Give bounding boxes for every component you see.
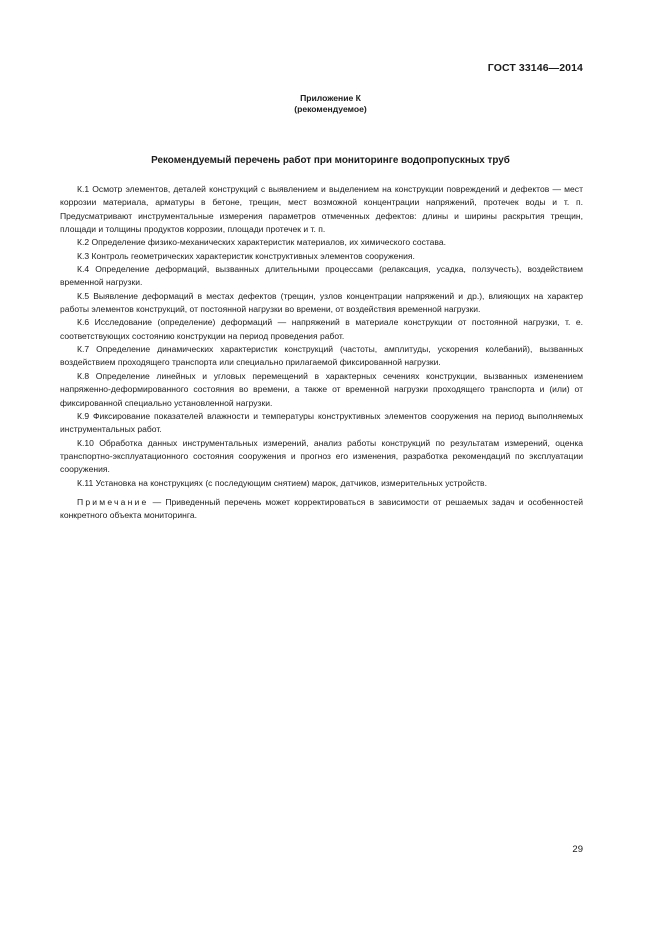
note-text: — Приведенный перечень может корректироваться в зависимости от решаемых задач и особенностей конкретного объекта мониторинга. — [60, 496, 583, 521]
appendix-subtitle: (рекомендуемое) — [294, 104, 367, 114]
list-item: К.9 Фиксирование показателей влажности и температуры конструктивных элементов сооружения на период выполняемых инструментальных работ. — [60, 410, 583, 435]
note — [60, 496, 583, 523]
section-title: Рекомендуемый перечень работ при мониторинге водопропускных труб — [151, 155, 510, 166]
appendix-title: Приложение К — [300, 93, 361, 103]
list-item: К.2 Определение физико-механических характеристик материалов, их химического состава. — [77, 237, 446, 248]
list-item: К.1 Осмотр элементов, деталей конструкций с выявлением и выделением на конструкции повреждений и дефектов — мест коррозии материала, арматуры в бетоне, трещин, мест возможной концентрации напряжений, протечек воды и т. п. Предусматривают инструментальные измерения параметров отмеченных дефектов: длины и ширины раскрытия трещин, площади и толщины продуктов коррозии, площади протечек и т. п. — [60, 184, 583, 235]
list-item: К.4 Определение деформаций, вызванных длительными процессами (релаксация, усадка, ползучесть), воздействием временной нагрузки. — [60, 264, 583, 288]
list-item: К.5 Выявление деформаций в местах дефектов (трещин, узлов концентрации напряжений и др.), влияющих на характер работы элементов конструкций, от постоянной нагрузки во времени, от воздействия временной нагрузки. — [60, 290, 583, 315]
list-item: К.8 Определение линейных и угловых перемещений в характерных сечениях конструкции, вызванных изменением напряженно-деформированного состояния во времени, а также от временной нагрузки проходящего транспорта и (или) от фиксированной специально установленной нагрузки. — [60, 370, 583, 408]
body-text — [60, 183, 583, 523]
document-code: ГОСТ 33146—2014 — [487, 62, 583, 74]
list-item: К.6 Исследование (определение) деформаций — напряжений в материале конструкции от постоянной нагрузки, т. е. соответствующих состоянию конструкции на период проведения работ. — [60, 317, 583, 341]
appendix-heading — [0, 93, 661, 115]
list-item: К.3 Контроль геометрических характеристик конструктивных элементов сооружения. — [77, 250, 415, 261]
note-label: Примечание — [77, 496, 149, 507]
list-item: К.11 Установка на конструкциях (с последующим снятием) марок, датчиков, измерительных устройств. — [77, 477, 487, 488]
page-number: 29 — [572, 844, 583, 855]
list-item: К.7 Определение динамических характеристик конструкций (частоты, амплитуды, ускорения колебаний), вызванных воздействием проходящего транспорта или специально прилагаемой фиксированной нагрузки. — [60, 344, 583, 368]
list-item: К.10 Обработка данных инструментальных измерений, анализ работы конструкций по результатам измерений, оценка транспортно-эксплуатационного состояния сооружения и прогноз его изменения, разработка рекомендаций по эксплуатации сооружения. — [60, 437, 583, 475]
